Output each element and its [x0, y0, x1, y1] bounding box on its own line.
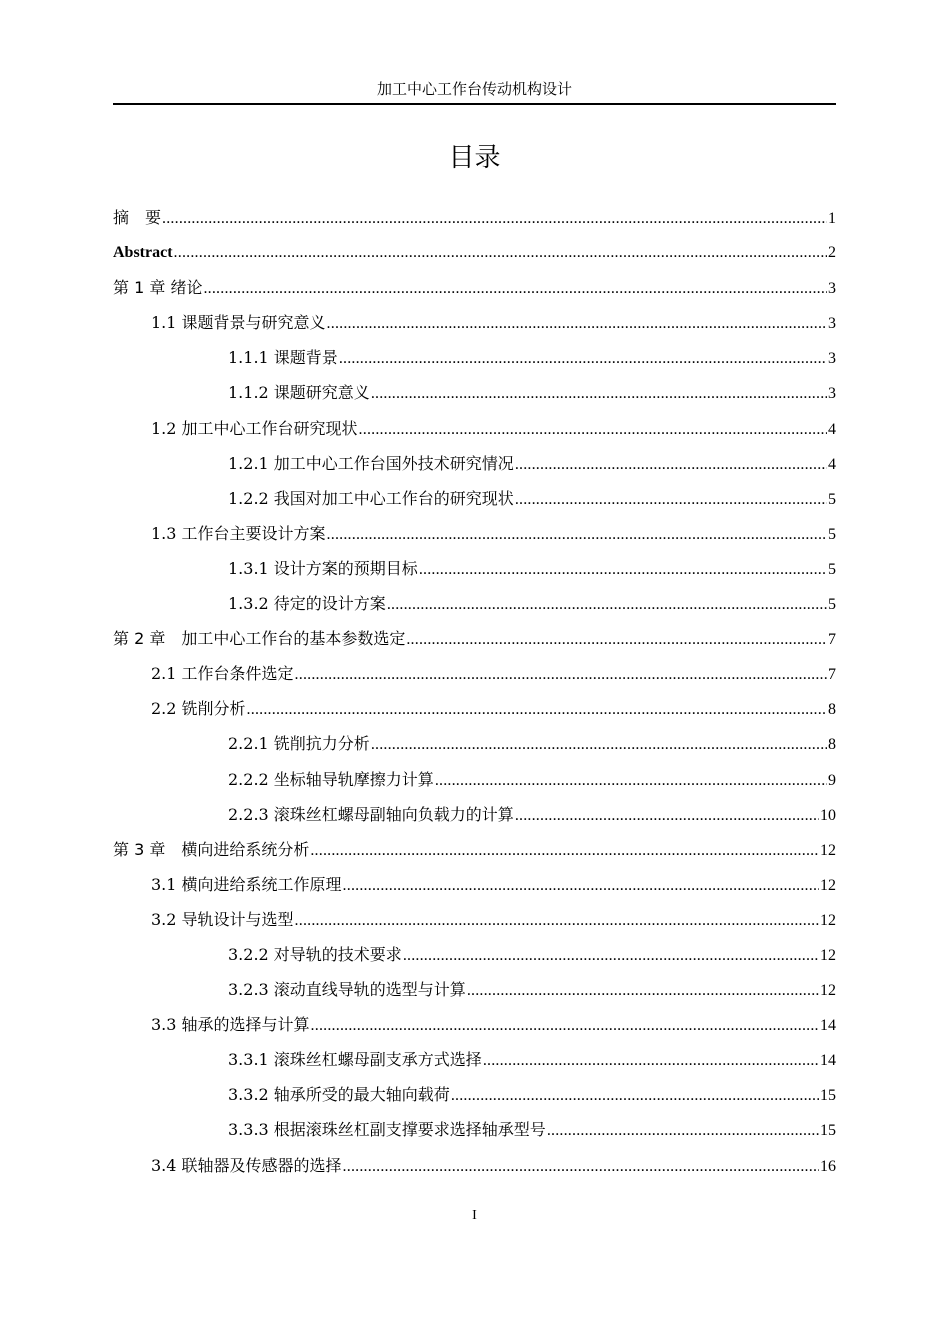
toc-entry-label: 3.3.3 根据滚珠丝杠副支撑要求选择轴承型号	[228, 1120, 546, 1140]
toc-dot-leader	[343, 1149, 819, 1184]
toc-entry-label: 2.2 铣削分析	[151, 699, 246, 719]
toc-entry-page: 16	[820, 1157, 836, 1175]
toc-entry-page: 8	[828, 701, 836, 719]
toc-entry-28[interactable]	[113, 1148, 836, 1183]
toc-entry-20[interactable]	[113, 867, 836, 902]
toc-dot-leader	[371, 727, 827, 762]
toc-entry-page: 5	[828, 490, 836, 508]
toc-dot-leader	[311, 1008, 819, 1043]
toc-entry-page: 14	[820, 1052, 836, 1070]
toc-entry-17[interactable]	[113, 762, 836, 797]
table-of-contents	[113, 200, 836, 1183]
toc-entry-label: 1.2 加工中心工作台研究现状	[151, 418, 358, 438]
toc-entry-label: 3.2.3 滚动直线导轨的选型与计算	[228, 980, 466, 1000]
running-header: 加工中心工作台传动机构设计	[376, 80, 572, 98]
toc-dot-leader	[203, 271, 827, 306]
toc-title: 目录	[448, 143, 501, 173]
toc-entry-page: 2	[828, 244, 836, 262]
toc-entry-25[interactable]	[113, 1042, 836, 1077]
toc-dot-leader	[343, 868, 819, 903]
toc-entry-4[interactable]	[113, 305, 836, 340]
toc-entry-label: 3.2.2 对导轨的技术要求	[228, 944, 402, 964]
toc-entry-label: 第 1 章 绪论	[113, 278, 203, 298]
toc-entry-5[interactable]	[113, 340, 836, 375]
toc-dot-leader	[359, 412, 827, 447]
toc-entry-label: 第 2 章 加工中心工作台的基本参数选定	[113, 629, 406, 649]
toc-dot-leader	[295, 903, 819, 938]
toc-entry-7[interactable]	[113, 411, 836, 446]
toc-entry-page: 8	[828, 736, 836, 754]
toc-entry-11[interactable]	[113, 551, 836, 586]
toc-dot-leader	[371, 376, 827, 411]
page-number: I	[472, 1208, 477, 1223]
toc-entry-page: 3	[828, 385, 836, 403]
toc-entry-label: 1.1 课题背景与研究意义	[151, 313, 326, 333]
toc-entry-page: 3	[828, 315, 836, 333]
toc-entry-page: 7	[828, 631, 836, 649]
toc-entry-page: 3	[828, 280, 836, 298]
toc-entry-3[interactable]	[113, 270, 836, 305]
toc-entry-label: 3.3.1 滚珠丝杠螺母副支承方式选择	[228, 1050, 482, 1070]
toc-entry-label: 3.3.2 轴承所受的最大轴向载荷	[228, 1085, 450, 1105]
toc-dot-leader	[327, 306, 827, 341]
toc-entry-1[interactable]	[113, 200, 836, 235]
toc-entry-page: 12	[820, 876, 836, 894]
toc-entry-15[interactable]	[113, 691, 836, 726]
toc-entry-2[interactable]	[113, 235, 836, 270]
toc-entry-page: 5	[828, 525, 836, 543]
toc-entry-page: 15	[820, 1122, 836, 1140]
toc-entry-page: 12	[820, 946, 836, 964]
toc-entry-9[interactable]	[113, 481, 836, 516]
toc-entry-22[interactable]	[113, 937, 836, 972]
header-rule	[113, 103, 836, 105]
toc-entry-label: 3.3 轴承的选择与计算	[151, 1015, 310, 1035]
toc-dot-leader	[310, 833, 819, 868]
toc-dot-leader	[403, 938, 819, 973]
toc-entry-23[interactable]	[113, 972, 836, 1007]
toc-entry-page: 9	[828, 771, 836, 789]
toc-entry-8[interactable]	[113, 446, 836, 481]
toc-entry-label: 2.2.2 坐标轴导轨摩擦力计算	[228, 769, 434, 789]
toc-dot-leader	[435, 763, 827, 798]
toc-entry-12[interactable]	[113, 586, 836, 621]
toc-entry-label: 摘 要	[113, 208, 162, 227]
toc-entry-26[interactable]	[113, 1077, 836, 1112]
toc-dot-leader	[515, 482, 827, 517]
toc-entry-page: 5	[828, 596, 836, 614]
toc-entry-label: 1.2.2 我国对加工中心工作台的研究现状	[228, 488, 514, 508]
toc-entry-page: 12	[820, 911, 836, 929]
toc-dot-leader	[547, 1113, 819, 1148]
toc-entry-label: 3.1 横向进给系统工作原理	[151, 874, 342, 894]
toc-dot-leader	[515, 798, 819, 833]
toc-dot-leader	[406, 622, 827, 657]
toc-dot-leader	[483, 1043, 819, 1078]
toc-entry-label: 1.3.1 设计方案的预期目标	[228, 558, 418, 578]
toc-dot-leader	[174, 235, 827, 270]
toc-dot-leader	[327, 517, 827, 552]
toc-entry-label: 3.2 导轨设计与选型	[151, 909, 294, 929]
toc-entry-label: 1.3.2 待定的设计方案	[228, 594, 386, 614]
toc-entry-18[interactable]	[113, 797, 836, 832]
toc-entry-page: 7	[828, 666, 836, 684]
toc-entry-page: 15	[820, 1087, 836, 1105]
toc-entry-24[interactable]	[113, 1007, 836, 1042]
toc-entry-label: 1.3 工作台主要设计方案	[151, 523, 326, 543]
toc-dot-leader	[467, 973, 819, 1008]
toc-entry-label: 2.1 工作台条件选定	[151, 664, 294, 684]
toc-entry-label: 3.4 联轴器及传感器的选择	[151, 1155, 342, 1175]
toc-entry-page: 10	[820, 806, 836, 824]
toc-entry-label: 2.2.3 滚珠丝杠螺母副轴向负载力的计算	[228, 804, 514, 824]
toc-entry-page: 3	[828, 350, 836, 368]
toc-entry-label: 第 3 章 横向进给系统分析	[113, 839, 310, 859]
toc-dot-leader	[451, 1078, 819, 1113]
toc-dot-leader	[387, 587, 827, 622]
toc-entry-page: 4	[828, 455, 836, 473]
toc-dot-leader	[295, 657, 827, 692]
toc-entry-label: 1.1.2 课题研究意义	[228, 383, 370, 403]
toc-entry-6[interactable]	[113, 375, 836, 410]
toc-dot-leader	[339, 341, 827, 376]
toc-entry-page: 4	[828, 420, 836, 438]
toc-entry-label: 1.2.1 加工中心工作台国外技术研究情况	[228, 453, 514, 473]
toc-entry-page: 12	[820, 841, 836, 859]
toc-entry-13[interactable]	[113, 621, 836, 656]
toc-entry-label: Abstract	[113, 244, 173, 262]
toc-entry-10[interactable]	[113, 516, 836, 551]
toc-dot-leader	[419, 552, 827, 587]
toc-entry-page: 12	[820, 982, 836, 1000]
toc-entry-label: 2.2.1 铣削抗力分析	[228, 734, 370, 754]
toc-dot-leader	[247, 692, 827, 727]
toc-entry-page: 14	[820, 1017, 836, 1035]
toc-entry-16[interactable]	[113, 726, 836, 761]
toc-entry-14[interactable]	[113, 656, 836, 691]
toc-dot-leader	[162, 201, 827, 236]
toc-entry-page: 1	[828, 210, 836, 227]
toc-entry-27[interactable]	[113, 1112, 836, 1147]
toc-entry-label: 1.1.1 课题背景	[228, 348, 338, 368]
toc-dot-leader	[515, 447, 827, 482]
toc-entry-page: 5	[828, 560, 836, 578]
toc-entry-21[interactable]	[113, 902, 836, 937]
toc-entry-19[interactable]	[113, 832, 836, 867]
